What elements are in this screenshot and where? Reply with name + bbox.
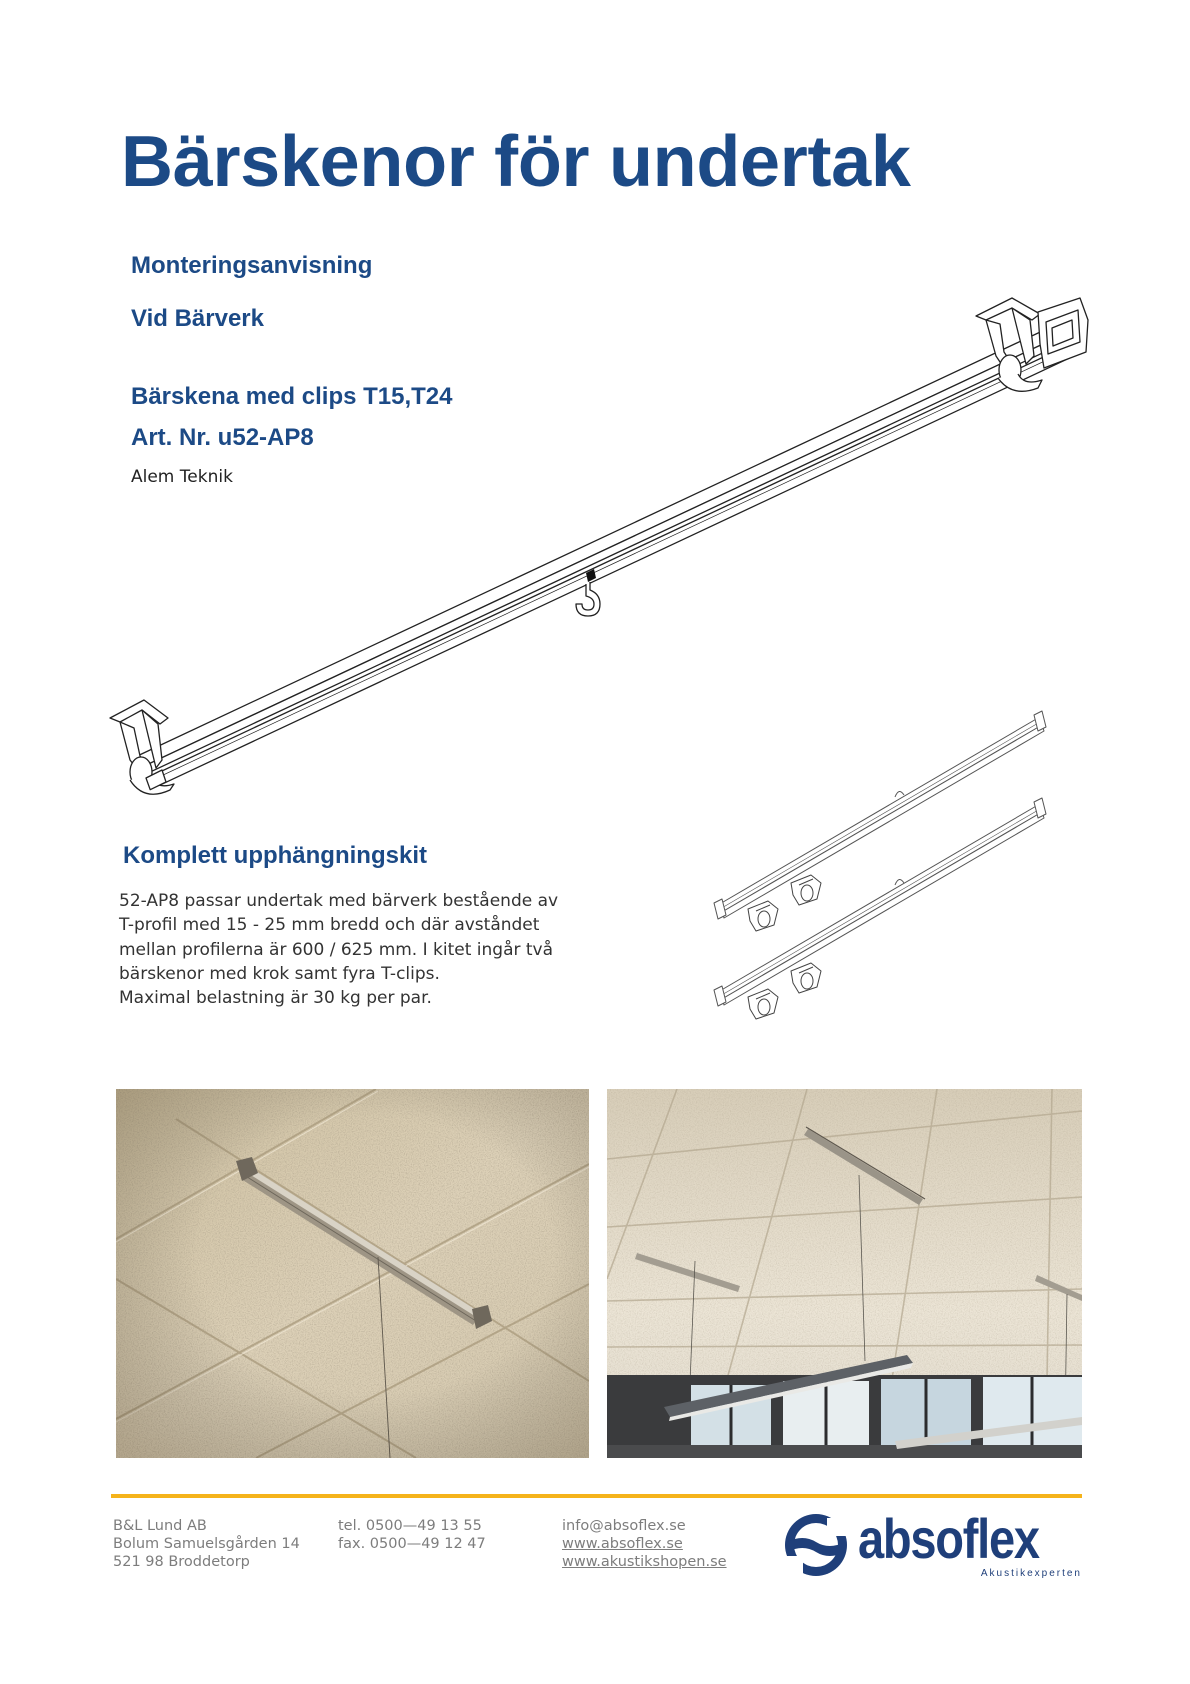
kit-contents-drawing xyxy=(700,705,1050,1025)
company-name: B&L Lund AB xyxy=(113,1518,207,1534)
footer-web xyxy=(562,1517,727,1571)
product-name: Bärskena med clips T15,T24 xyxy=(131,383,453,410)
description-line: T-profil med 15 - 25 mm bredd och där avståndet xyxy=(119,915,540,936)
postal-address: 521 98 Broddetorp xyxy=(113,1554,250,1570)
email-address: info@absoflex.se xyxy=(562,1518,686,1534)
footer-address xyxy=(113,1517,300,1571)
shop-link[interactable]: www.akustikshopen.se xyxy=(562,1554,727,1570)
subtitle-context: Vid Bärverk xyxy=(131,305,264,332)
kit-heading: Komplett upphängningskit xyxy=(123,842,427,869)
description-line: Maximal belastning är 30 kg per par. xyxy=(119,988,432,1009)
ceiling-photo-office xyxy=(607,1089,1082,1458)
t-clip-icon xyxy=(791,963,821,993)
kit-rail-2 xyxy=(714,798,1046,1006)
phone-number: tel. 0500—49 13 55 xyxy=(338,1518,482,1534)
description-line: bärskenor med krok samt fyra T-clips. xyxy=(119,963,440,984)
description-line: 52-AP8 passar undertak med bärverk bestående av xyxy=(119,891,559,911)
description-line: mellan profilerna är 600 / 625 mm. I kitet ingår två xyxy=(119,939,554,960)
ceiling-photo-close-up xyxy=(116,1089,589,1458)
kit-description xyxy=(119,889,558,1010)
logo-tagline: Akustikexperten xyxy=(980,1568,1082,1579)
website-link[interactable]: www.absoflex.se xyxy=(562,1536,683,1552)
t-clip-icon xyxy=(791,875,821,905)
page-title: Bärskenor för undertak xyxy=(121,122,911,202)
logo-wordmark: absoflex xyxy=(858,1507,1039,1570)
subtitle-instructions: Monteringsanvisning xyxy=(131,252,373,279)
footer-contact xyxy=(338,1517,486,1553)
manufacturer-label: Alem Teknik xyxy=(131,467,233,487)
street-address: Bolum Samuelsgården 14 xyxy=(113,1536,300,1552)
article-number: Art. Nr. u52-AP8 xyxy=(131,424,314,451)
t-clip-icon xyxy=(748,901,778,931)
fax-number: fax. 0500—49 12 47 xyxy=(338,1536,486,1552)
t-clip-icon xyxy=(748,989,778,1019)
absoflex-logo-icon xyxy=(783,1512,849,1578)
footer-divider xyxy=(111,1494,1082,1498)
kit-rail-1 xyxy=(714,711,1046,919)
